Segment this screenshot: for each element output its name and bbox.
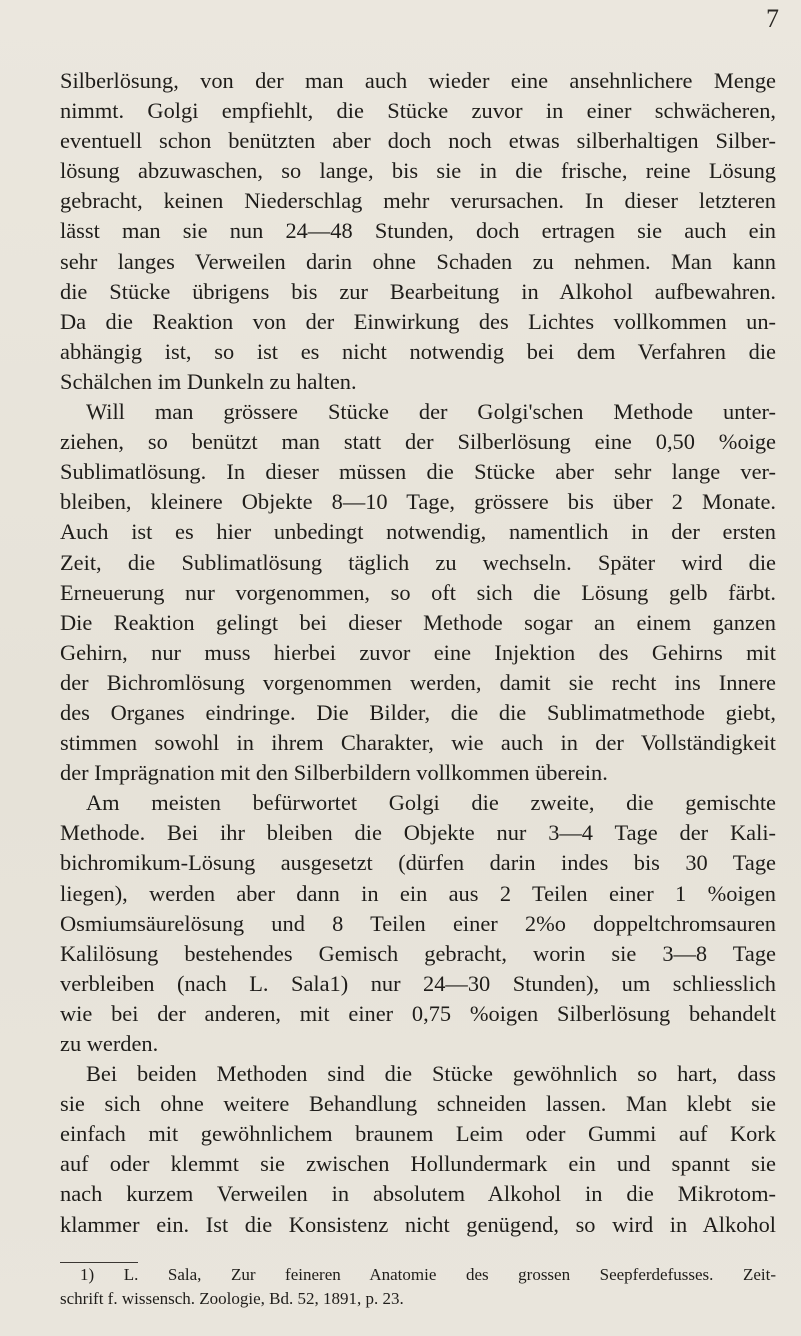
- text-line: Will man grössere Stücke der Golgi'schen Methode unter-: [86, 399, 776, 425]
- text-line: Silberlösung, von der man auch wieder eine ansehnlichere Menge: [60, 68, 776, 93]
- footnote: [60, 1263, 776, 1311]
- text-line: Methode. Bei ihr bleiben die Objekte nur 3—4 Tage der Kali-: [60, 820, 776, 846]
- text-line: Gehirn, nur muss hierbei zuvor eine Injektion des Gehirns mit: [60, 639, 776, 665]
- text-line: sie sich ohne weitere Behandlung schneiden lassen. Man klebt sie: [60, 1091, 776, 1117]
- text-line: ziehen, so benützt man statt der Silberlösung eine 0,50 %oige: [60, 429, 776, 455]
- text-line: lösung abzuwaschen, so lange, bis sie in die frische, reine Lösung: [60, 158, 776, 184]
- text-line: Am meisten befürwortet Golgi die zweite, die gemischte: [86, 790, 776, 816]
- text-line: Sublimatlösung. In dieser müssen die Stücke aber sehr lange ver-: [60, 459, 776, 485]
- text-line: stimmen sowohl in ihrem Charakter, wie auch in der Vollständigkeit: [60, 730, 776, 756]
- text-line: Erneuerung nur vorgenommen, so oft sich die Lösung gelb färbt.: [60, 579, 776, 605]
- text-line: nach kurzem Verweilen in absolutem Alkohol in die Mikrotom-: [60, 1181, 776, 1207]
- text-line: Osmiumsäurelösung und 8 Teilen einer 2%o doppeltchromsauren: [60, 910, 776, 936]
- text-line: lässt man sie nun 24—48 Stunden, doch ertragen sie auch ein: [60, 218, 776, 244]
- text-line: sehr langes Verweilen darin ohne Schaden zu nehmen. Man kann: [60, 248, 776, 274]
- text-line: Bei beiden Methoden sind die Stücke gewöhnlich so hart, dass: [86, 1061, 776, 1087]
- footnote-line: schrift f. wissensch. Zoologie, Bd. 52, 1891, p. 23.: [60, 1289, 404, 1308]
- text-line: einfach mit gewöhnlichem braunem Leim oder Gummi auf Kork: [60, 1121, 776, 1147]
- text-line: Auch ist es hier unbedingt notwendig, namentlich in der ersten: [60, 519, 776, 545]
- text-line: auf oder klemmt sie zwischen Hollundermark ein und spannt sie: [60, 1151, 776, 1177]
- text-line: Da die Reaktion von der Einwirkung des Lichtes vollkommen un-: [60, 308, 776, 334]
- text-line: gebracht, keinen Niederschlag mehr verursachen. In dieser letzteren: [60, 188, 776, 214]
- text-line: Kalilösung bestehendes Gemisch gebracht, worin sie 3—8 Tage: [60, 940, 776, 966]
- text-line: der Imprägnation mit den Silberbildern vollkommen überein.: [60, 760, 608, 786]
- text-line: Zeit, die Sublimatlösung täglich zu wechseln. Später wird die: [60, 549, 776, 575]
- text-line: Die Reaktion gelingt bei dieser Methode sogar an einem ganzen: [60, 609, 776, 635]
- text-line: des Organes eindringe. Die Bilder, die die Sublimatmethode giebt,: [60, 699, 776, 725]
- text-line: eventuell schon benützten aber doch noch etwas silberhaltigen Silber-: [60, 128, 776, 154]
- text-line: nimmt. Golgi empfiehlt, die Stücke zuvor in einer schwächeren,: [60, 98, 776, 124]
- text-line: die Stücke übrigens bis zur Bearbeitung in Alkohol aufbewahren.: [60, 278, 776, 304]
- text-line: liegen), werden aber dann in ein aus 2 Teilen einer 1 %oigen: [60, 880, 776, 906]
- text-line: bleiben, kleinere Objekte 8—10 Tage, grössere bis über 2 Monate.: [60, 489, 776, 515]
- text-line: zu werden.: [60, 1031, 159, 1056]
- text-line: klammer ein. Ist die Konsistenz nicht genügend, so wird in Alkohol: [60, 1211, 776, 1237]
- text-line: verbleiben (nach L. Sala1) nur 24—30 Stunden), um schliesslich: [60, 970, 776, 996]
- body-text: [60, 66, 776, 1240]
- text-line: abhängig ist, so ist es nicht notwendig bei dem Verfahren die: [60, 338, 776, 364]
- footnote-line: 1) L. Sala, Zur feineren Anatomie des grossen Seepferdefusses. Zeit-: [80, 1265, 776, 1284]
- text-line: wie bei der anderen, mit einer 0,75 %oigen Silberlösung behandelt: [60, 1000, 776, 1026]
- page-number: 7: [766, 4, 779, 33]
- text-line: Schälchen im Dunkeln zu halten.: [60, 368, 357, 394]
- text-line: der Bichromlösung vorgenommen werden, damit sie recht ins Innere: [60, 669, 776, 695]
- text-line: bichromikum-Lösung ausgesetzt (dürfen darin indes bis 30 Tage: [60, 850, 776, 876]
